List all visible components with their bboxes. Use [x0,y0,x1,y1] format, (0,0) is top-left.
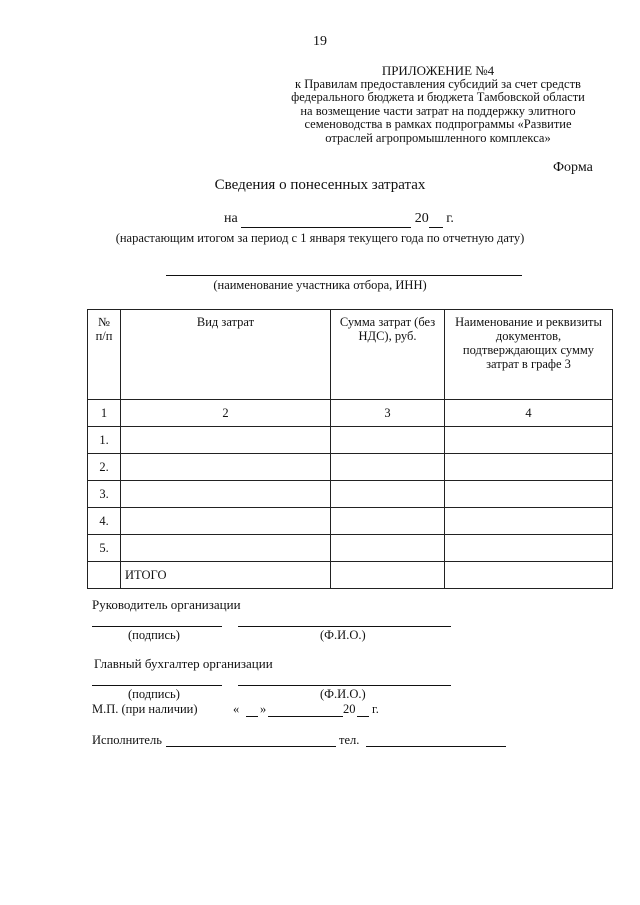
sign-year-line[interactable] [357,716,369,717]
head-title: Руководитель организации [92,597,241,612]
row-number: 3. [88,481,121,508]
header-cost-type: Вид затрат [121,310,331,400]
report-date-row [224,211,454,228]
phone-label: тел. [339,733,360,747]
annex-line: отраслей агропромышленного комплекса» [325,130,551,145]
date-blank[interactable] [241,211,411,228]
total-label: ИТОГО [121,562,331,589]
table-row [88,535,613,562]
column-number: 4 [445,400,613,427]
accountant-name-line[interactable] [238,685,451,686]
documents-cell[interactable] [445,535,613,562]
costs-table [87,309,613,589]
accountant-signature-label: (подпись) [128,687,180,701]
cost-type-cell[interactable] [121,508,331,535]
date-close-quote: » [260,702,267,716]
sign-day-line[interactable] [246,716,258,717]
cost-type-cell[interactable] [121,454,331,481]
cost-type-cell[interactable] [121,481,331,508]
cost-sum-cell[interactable] [331,535,445,562]
year-blank[interactable] [429,211,443,228]
total-documents-cell[interactable] [445,562,613,589]
annex-title: ПРИЛОЖЕНИЕ №4 [381,63,495,78]
head-signature-label: (подпись) [128,628,180,642]
header-number: № п/п [88,310,121,400]
accountant-name-label: (Ф.И.О.) [320,687,366,701]
documents-cell[interactable] [445,454,613,481]
head-name-label: (Ф.И.О.) [320,628,366,642]
table-row [88,454,613,481]
cost-type-cell[interactable] [121,535,331,562]
column-number: 1 [88,400,121,427]
cost-sum-cell[interactable] [331,481,445,508]
period-note: (нарастающим итогом за период с 1 января текущего года по отчетную дату) [115,231,525,245]
date-suffix: г. [446,211,454,226]
head-name-line[interactable] [238,626,451,627]
date-year-prefix: 20 [343,702,356,716]
date-year-prefix: 20 [414,211,429,226]
total-row [88,562,613,589]
document-title: Сведения о понесенных затратах [214,177,426,193]
column-number: 2 [121,400,331,427]
date-prefix: на [224,211,238,226]
table-row [88,508,613,535]
cost-sum-cell[interactable] [331,427,445,454]
documents-cell[interactable] [445,481,613,508]
date-open-quote: « [233,702,240,716]
date-suffix: г. [372,702,379,716]
row-number: 2. [88,454,121,481]
annex-line: к Правилам предоставления субсидий за счет средств [295,76,581,91]
phone-line[interactable] [366,746,506,747]
participant-name-line[interactable] [166,275,522,276]
stamp-label: М.П. (при наличии) [92,702,198,716]
column-number: 3 [331,400,445,427]
participant-label: (наименование участника отбора, ИНН) [213,278,427,292]
total-sum-cell[interactable] [331,562,445,589]
table-row [88,427,613,454]
annex-block [268,64,608,145]
page-number: 19 [313,34,327,49]
total-number-cell [88,562,121,589]
documents-cell[interactable] [445,508,613,535]
table-row [88,481,613,508]
cost-type-cell[interactable] [121,427,331,454]
header-documents: Наименование и реквизиты документов, подтверждающих сумму затрат в графе 3 [445,310,613,400]
row-number: 4. [88,508,121,535]
sign-month-line[interactable] [268,716,343,717]
row-number: 5. [88,535,121,562]
cost-sum-cell[interactable] [331,454,445,481]
accountant-title: Главный бухгалтер организации [94,656,273,671]
documents-cell[interactable] [445,427,613,454]
accountant-signature-line[interactable] [92,685,222,686]
row-number: 1. [88,427,121,454]
annex-line: на возмещение части затрат на поддержку элитного [300,103,576,118]
annex-line: семеноводства в рамках подпрограммы «Развитие [304,117,572,131]
cost-sum-cell[interactable] [331,508,445,535]
executor-name-line[interactable] [166,746,336,747]
form-label: Форма [553,160,593,175]
annex-line: федерального бюджета и бюджета Тамбовской области [291,90,585,104]
header-cost-sum: Сумма затрат (без НДС), руб. [331,310,445,400]
executor-label: Исполнитель [92,733,162,747]
head-signature-line[interactable] [92,626,222,627]
